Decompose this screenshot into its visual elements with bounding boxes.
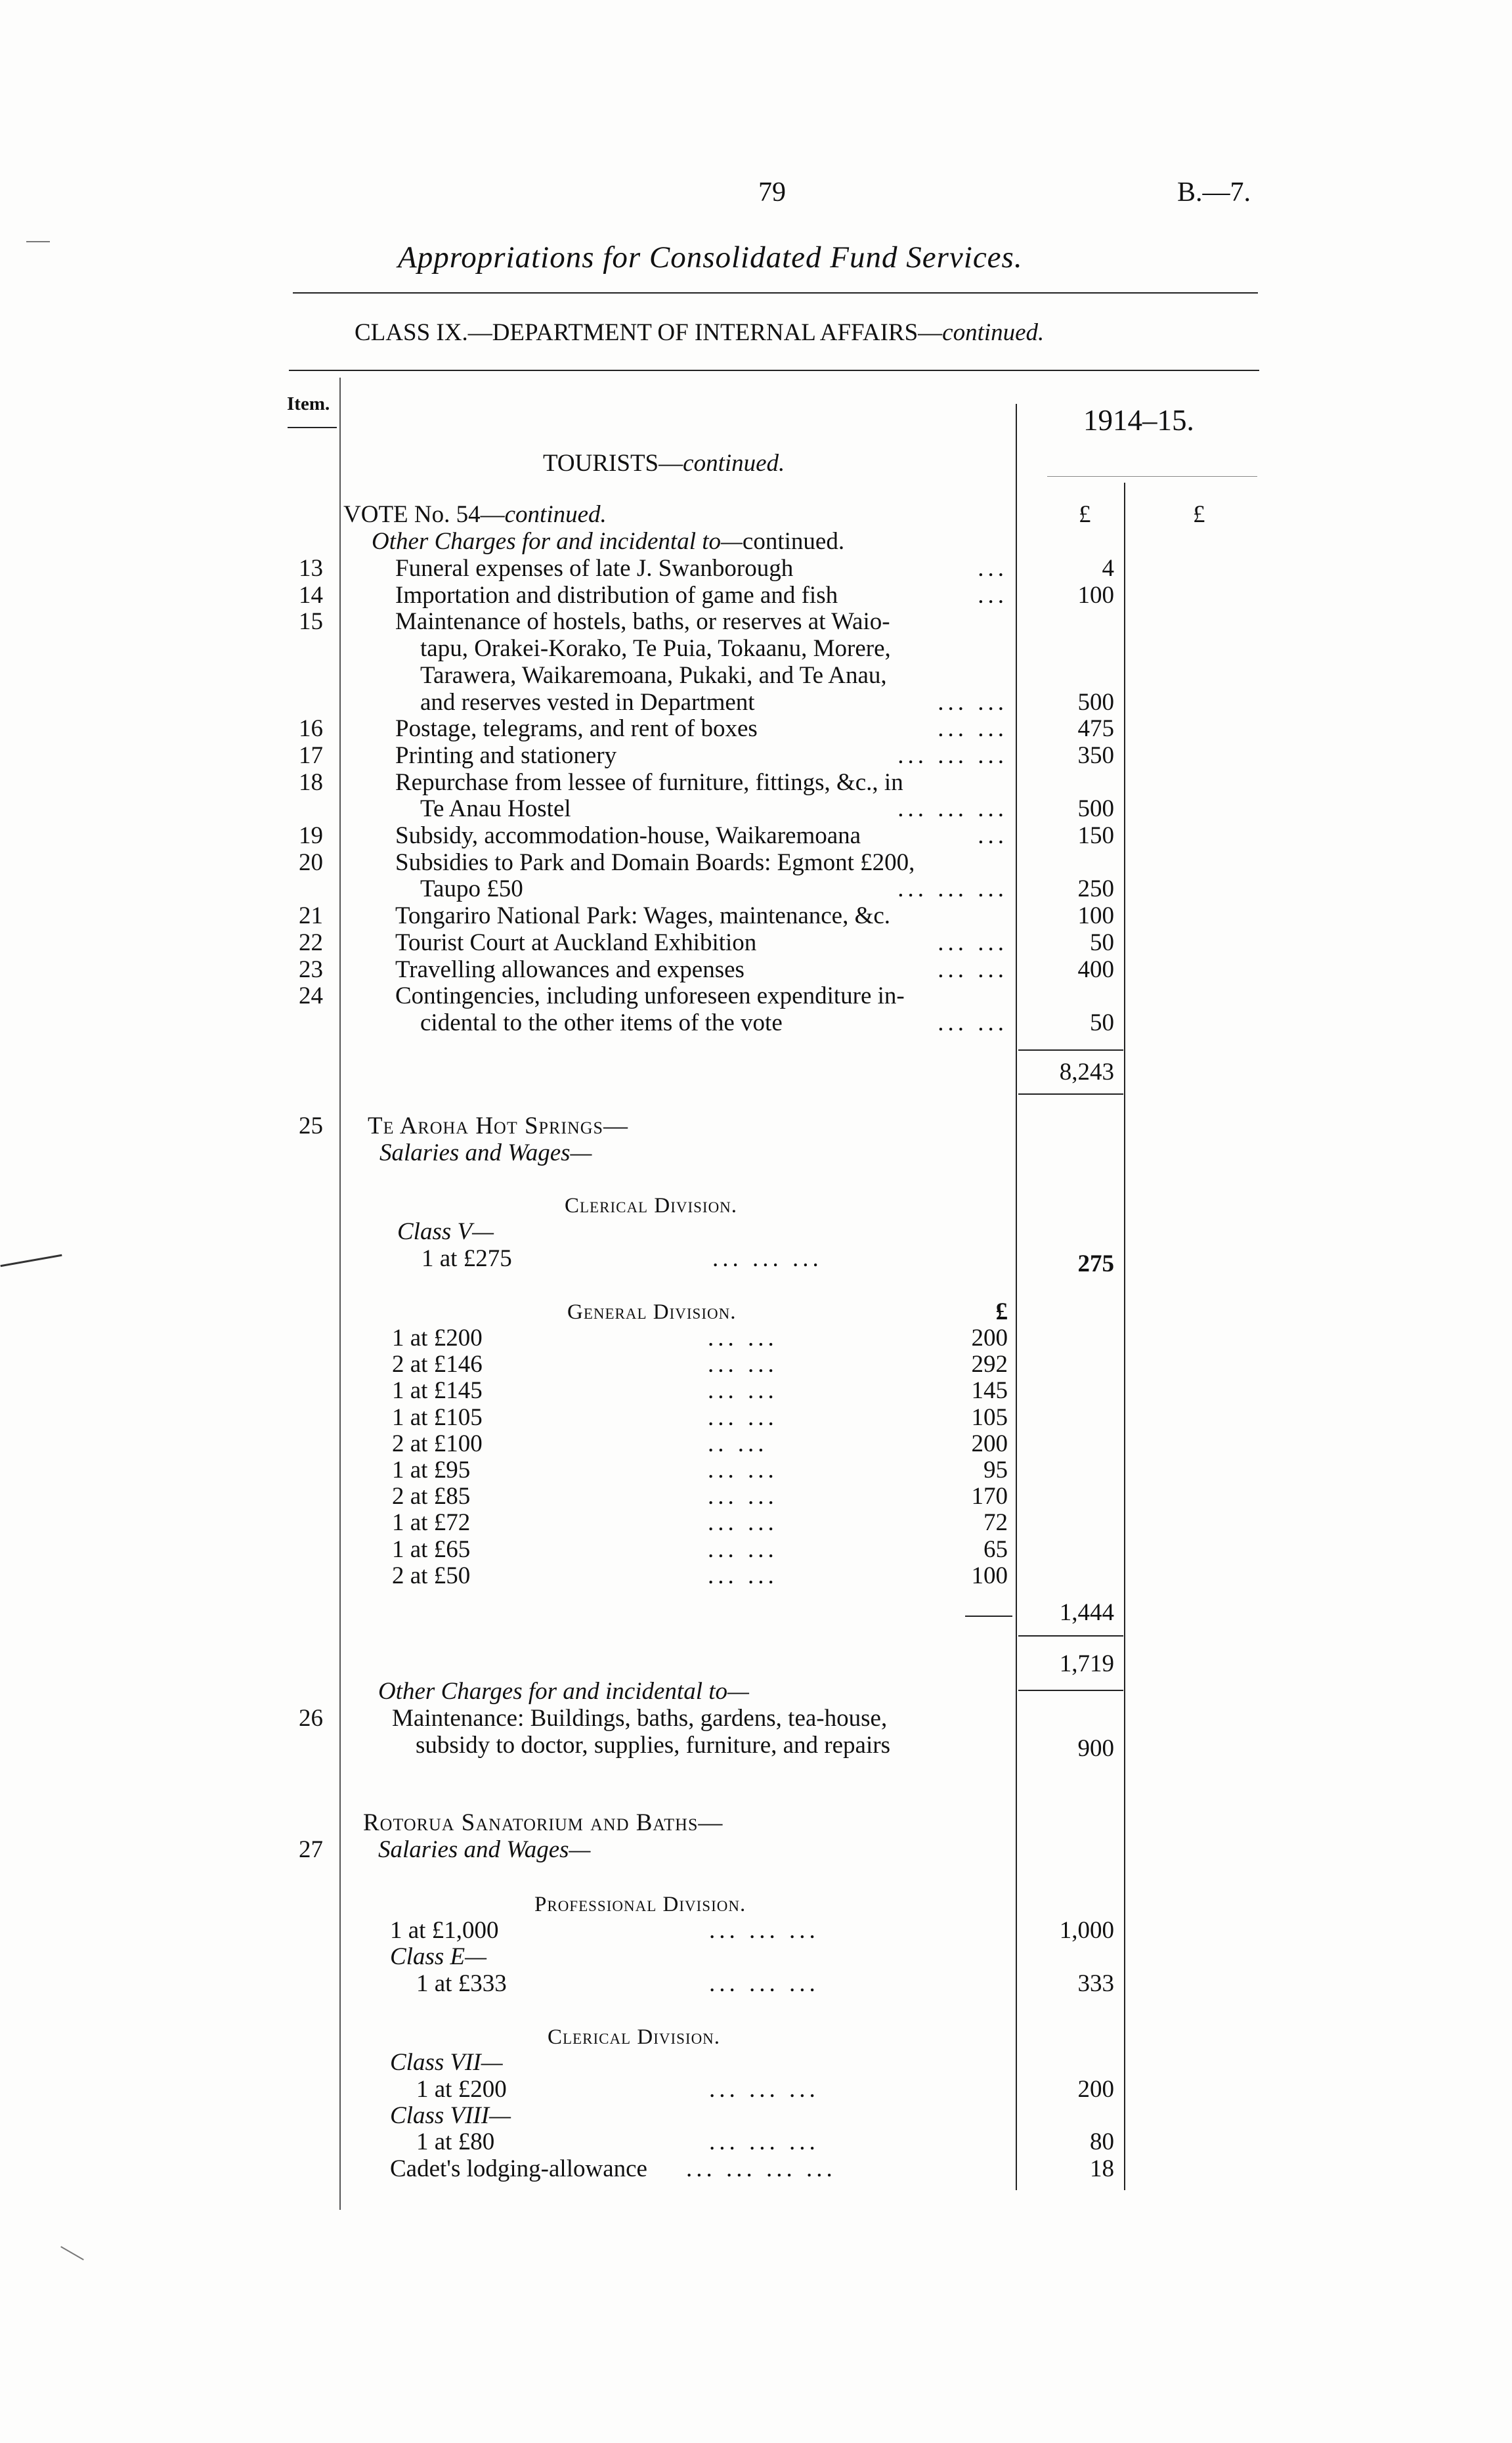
general-row-label: 1 at £65 bbox=[392, 1535, 471, 1563]
item-number: 20 bbox=[299, 848, 323, 876]
te-aroha-salaries-label: Salaries and Wages— bbox=[379, 1139, 592, 1166]
tourists-total-rule bbox=[1018, 1049, 1123, 1051]
item-description-line: tapu, Orakei-Korako, Te Puia, Tokaanu, Morere, bbox=[420, 635, 891, 663]
other-charges-continued: continued. bbox=[742, 528, 845, 555]
leader-dots: .. ... bbox=[708, 1430, 768, 1457]
rotorua-clerical-heading: Clerical Division. bbox=[548, 2025, 721, 2049]
page-title: Appropriations for Consolidated Fund Services. bbox=[398, 240, 1023, 275]
class-heading-continued: continued. bbox=[942, 319, 1045, 346]
leader-dots: ... ... bbox=[708, 1457, 778, 1484]
general-row-amount: 72 bbox=[983, 1509, 1008, 1537]
item-amount: 350 bbox=[1077, 741, 1114, 769]
item-amount: 500 bbox=[1077, 688, 1114, 716]
item-description-line: Funeral expenses of late J. Swanborough bbox=[395, 555, 794, 582]
general-row-amount: 65 bbox=[983, 1535, 1008, 1563]
item-description-line: Subsidies to Park and Domain Boards: Egmont £200, bbox=[395, 848, 915, 876]
te-aroha-clerical-dots: ... ... ... bbox=[712, 1245, 823, 1272]
leader-dots: ... ... bbox=[708, 1325, 778, 1352]
leader-dots: ... bbox=[978, 555, 1008, 582]
leader-dots: ... ... bbox=[938, 715, 1008, 743]
general-row-label: 1 at £72 bbox=[392, 1509, 471, 1537]
item-26-amount: 900 bbox=[1077, 1735, 1114, 1762]
document-reference: B.—7. bbox=[1177, 177, 1251, 208]
item-column-header: Item. bbox=[287, 393, 330, 414]
rotorua-cadet-amount: 18 bbox=[1090, 2155, 1114, 2182]
item-description-line: Printing and stationery bbox=[395, 741, 617, 769]
te-aroha-other-charges: Other Charges for and incidental to— bbox=[378, 1678, 749, 1705]
item-description-line: Maintenance of hostels, baths, or reserves at Waio- bbox=[395, 608, 890, 636]
general-row-amount: 200 bbox=[971, 1430, 1008, 1457]
leader-dots: ... bbox=[978, 581, 1008, 609]
leader-dots: ... ... bbox=[938, 688, 1008, 716]
item-description-line: Repurchase from lessee of furniture, fittings, &c., in bbox=[395, 768, 903, 796]
general-subtotal-rule bbox=[965, 1616, 1012, 1617]
leader-dots: ... ... bbox=[938, 929, 1008, 956]
leader-dots: ... ... bbox=[708, 1509, 778, 1537]
leader-dots: ... ... ... bbox=[897, 741, 1008, 769]
rotorua-prof-amount: 1,000 bbox=[1059, 1917, 1114, 1944]
rotorua-class-e-amount: 333 bbox=[1077, 1970, 1114, 1997]
leader-dots: ... ... ... bbox=[897, 795, 1008, 823]
general-row-label: 1 at £105 bbox=[392, 1403, 483, 1431]
general-row-amount: 292 bbox=[971, 1351, 1008, 1378]
general-row-label: 1 at £145 bbox=[392, 1377, 483, 1405]
general-row-label: 1 at £200 bbox=[392, 1325, 483, 1352]
rotorua-class-vii-line: 1 at £200 bbox=[416, 2076, 507, 2103]
te-aroha-other-charges-rule bbox=[1018, 1690, 1123, 1691]
general-row-amount: 200 bbox=[971, 1325, 1008, 1352]
rotorua-salaries-label: Salaries and Wages— bbox=[378, 1836, 591, 1863]
general-row-label: 1 at £95 bbox=[392, 1457, 471, 1484]
general-row-label: 2 at £50 bbox=[392, 1562, 471, 1589]
te-aroha-clerical-heading: Clerical Division. bbox=[565, 1194, 738, 1218]
item-amount: 500 bbox=[1077, 795, 1114, 823]
item-number: 15 bbox=[299, 608, 323, 636]
item-amount: 400 bbox=[1077, 956, 1114, 983]
general-row-amount: 100 bbox=[971, 1562, 1008, 1589]
rotorua-heading: Rotorua Sanatorium and Baths— bbox=[363, 1809, 724, 1836]
pound-sign-col1: £ bbox=[1079, 501, 1091, 528]
class-heading-main: CLASS IX.—DEPARTMENT OF INTERNAL AFFAIRS— bbox=[355, 319, 943, 346]
item-description-line: Subsidy, accommodation-house, Waikaremoana bbox=[395, 822, 861, 849]
item-description-line: Taupo £50 bbox=[420, 875, 523, 903]
scan-mark bbox=[60, 2246, 84, 2260]
general-row-label: 2 at £85 bbox=[392, 1483, 471, 1510]
page-number: 79 bbox=[758, 177, 786, 208]
item-description-line: Postage, telegrams, and rent of boxes bbox=[395, 715, 758, 743]
rotorua-class-e-line: 1 at £333 bbox=[416, 1970, 507, 1997]
item-amount: 100 bbox=[1077, 581, 1114, 609]
item-number-27: 27 bbox=[299, 1836, 323, 1863]
table-top-rule bbox=[289, 370, 1259, 371]
title-rule bbox=[293, 292, 1258, 294]
amount-column-mid-divider bbox=[1124, 483, 1125, 2190]
item-number-25: 25 bbox=[299, 1112, 323, 1139]
item-amount: 150 bbox=[1077, 822, 1114, 849]
leader-dots: ... bbox=[978, 822, 1008, 849]
rotorua-cadet-line: Cadet's lodging-allowance bbox=[390, 2155, 647, 2182]
rotorua-class-vii-amount: 200 bbox=[1077, 2076, 1114, 2103]
general-row-label: 2 at £100 bbox=[392, 1430, 483, 1457]
year-column-header: 1914–15. bbox=[1083, 404, 1194, 437]
item-description-line: and reserves vested in Department bbox=[420, 688, 755, 716]
general-row-amount: 170 bbox=[971, 1483, 1008, 1510]
te-aroha-class-v: Class V— bbox=[397, 1218, 494, 1245]
rotorua-class-viii: Class VIII— bbox=[390, 2102, 511, 2129]
te-aroha-clerical-line: 1 at £275 bbox=[421, 1245, 512, 1272]
leader-dots: ... ... bbox=[938, 1009, 1008, 1036]
class-heading bbox=[355, 320, 1044, 346]
rotorua-class-viii-dots: ... ... ... bbox=[709, 2128, 819, 2155]
general-row-amount: 105 bbox=[971, 1403, 1008, 1431]
general-row-label: 2 at £146 bbox=[392, 1351, 483, 1378]
item-number: 22 bbox=[299, 929, 323, 956]
rotorua-class-viii-line: 1 at £80 bbox=[416, 2128, 495, 2155]
item-amount: 50 bbox=[1090, 1009, 1114, 1036]
item-description-line: Tarawera, Waikaremoana, Pukaki, and Te Anau, bbox=[420, 661, 887, 689]
vote-title-continued: continued. bbox=[504, 501, 607, 528]
pound-sign-col2: £ bbox=[1193, 501, 1205, 528]
leader-dots: ... ... bbox=[708, 1403, 778, 1431]
section-title-main: TOURISTS— bbox=[543, 450, 683, 477]
item-number-26: 26 bbox=[299, 1705, 323, 1732]
scan-mark bbox=[26, 241, 50, 242]
item-number: 14 bbox=[299, 581, 323, 609]
item-label-rule bbox=[288, 427, 337, 428]
leader-dots: ... ... bbox=[708, 1535, 778, 1563]
general-row-amount: 95 bbox=[983, 1457, 1008, 1484]
rotorua-class-e-dots: ... ... ... bbox=[709, 1970, 819, 1997]
item-number: 24 bbox=[299, 982, 323, 1010]
item-number: 13 bbox=[299, 555, 323, 582]
item-number: 19 bbox=[299, 822, 323, 849]
item-number: 17 bbox=[299, 741, 323, 769]
leader-dots: ... ... ... bbox=[897, 875, 1008, 903]
item-description-line: Tourist Court at Auckland Exhibition bbox=[395, 929, 757, 956]
item-column-divider bbox=[339, 378, 341, 2210]
section-title-continued: continued. bbox=[683, 450, 785, 477]
leader-dots: ... ... bbox=[708, 1483, 778, 1510]
leader-dots: ... ... bbox=[708, 1562, 778, 1589]
vote-title bbox=[343, 502, 607, 528]
section-title bbox=[543, 451, 785, 477]
item-26-line-2: subsidy to doctor, supplies, furniture, and repairs bbox=[416, 1732, 890, 1759]
rotorua-class-e: Class E— bbox=[390, 1943, 487, 1970]
rotorua-prof-dots: ... ... ... bbox=[709, 1917, 819, 1944]
rotorua-prof-line: 1 at £1,000 bbox=[390, 1917, 499, 1944]
item-description-line: cidental to the other items of the vote bbox=[420, 1009, 783, 1036]
item-description-line: Travelling allowances and expenses bbox=[395, 956, 745, 983]
te-aroha-general-total: 1,444 bbox=[1059, 1599, 1114, 1626]
rotorua-professional-heading: Professional Division. bbox=[534, 1893, 746, 1916]
tourists-total-bottom-rule bbox=[1018, 1093, 1123, 1095]
item-number: 16 bbox=[299, 715, 323, 743]
year-rule bbox=[1047, 476, 1257, 477]
te-aroha-subtotal: 1,719 bbox=[1059, 1650, 1114, 1677]
item-26-line-1: Maintenance: Buildings, baths, gardens, tea-house, bbox=[392, 1705, 888, 1732]
item-number: 23 bbox=[299, 956, 323, 983]
item-description-line: Importation and distribution of game and fish bbox=[395, 581, 838, 609]
item-number: 21 bbox=[299, 902, 323, 930]
leader-dots: ... ... bbox=[708, 1377, 778, 1405]
general-row-amount: 145 bbox=[971, 1377, 1008, 1405]
te-aroha-general-pound: £ bbox=[995, 1298, 1008, 1325]
item-number: 18 bbox=[299, 768, 323, 796]
rotorua-class-viii-amount: 80 bbox=[1090, 2128, 1114, 2155]
rotorua-class-vii: Class VII— bbox=[390, 2049, 503, 2076]
leader-dots: ... ... bbox=[938, 956, 1008, 983]
item-description-line: Te Anau Hostel bbox=[420, 795, 571, 823]
other-charges-heading bbox=[372, 529, 844, 555]
te-aroha-subtotal-rule bbox=[1018, 1635, 1123, 1637]
item-amount: 50 bbox=[1090, 929, 1114, 956]
other-charges-label: Other Charges for and incidental to— bbox=[372, 528, 743, 555]
rotorua-class-vii-dots: ... ... ... bbox=[709, 2076, 819, 2103]
item-amount: 250 bbox=[1077, 875, 1114, 903]
item-amount: 4 bbox=[1102, 555, 1114, 582]
rotorua-cadet-dots: ... ... ... ... bbox=[686, 2155, 836, 2182]
tourists-total: 8,243 bbox=[1059, 1059, 1114, 1086]
item-amount: 100 bbox=[1077, 902, 1114, 930]
te-aroha-clerical-amount: 275 bbox=[1077, 1250, 1114, 1277]
leader-dots: ... ... bbox=[708, 1351, 778, 1378]
item-description-line: Contingencies, including unforeseen expenditure in- bbox=[395, 982, 905, 1010]
item-amount: 475 bbox=[1077, 715, 1114, 743]
scan-mark bbox=[0, 1254, 62, 1267]
te-aroha-general-heading: General Division. bbox=[567, 1300, 737, 1324]
te-aroha-heading: Te Aroha Hot Springs— bbox=[368, 1112, 629, 1139]
item-description-line: Tongariro National Park: Wages, maintenance, &c. bbox=[395, 902, 891, 930]
vote-title-main: VOTE No. 54— bbox=[343, 501, 505, 528]
